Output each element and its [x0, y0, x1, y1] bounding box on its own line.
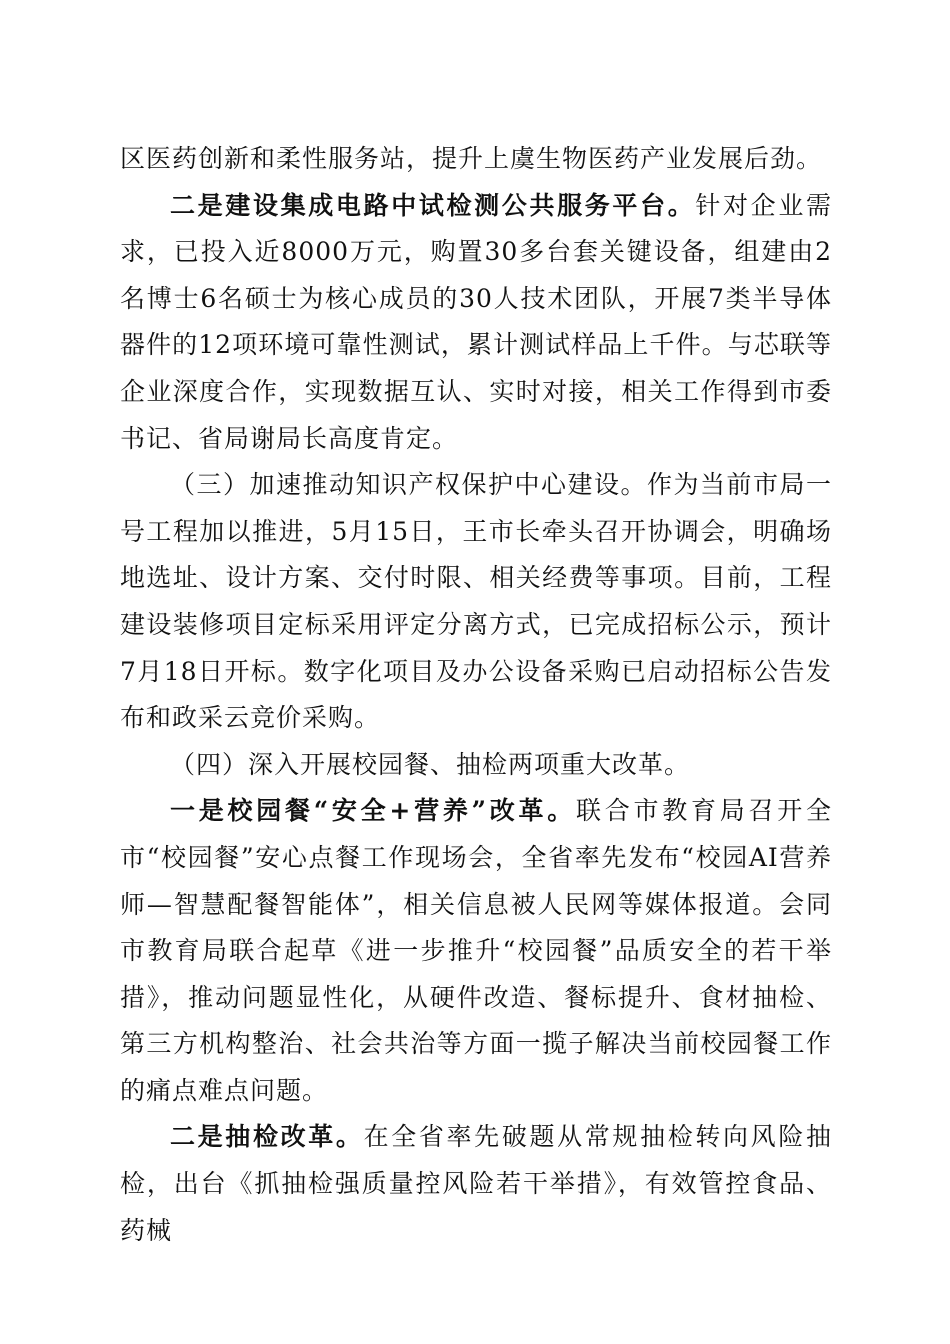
- section-heading-four: [120, 742, 832, 789]
- paragraph-text: 在全省率先破题从常规抽检转向风险抽检，出台《抓抽检强质量控风险若干举措》，有效管控食品、药械: [120, 1122, 832, 1245]
- paragraph-continuation: [120, 136, 832, 183]
- paragraph-lead: 二是建设集成电路中试检测公共服务平台。: [170, 190, 696, 220]
- paragraph-text: 联合市教育局召开全市“校园餐”安心点餐工作现场会，全省率先发布“校园AI营养师—智慧配餐智能体”，相关信息被人民网等媒体报道。会同市教育局联合起草《进一步推升“校园餐”品质安全的若干举措》，推动问题显性化，从硬件改造、餐标提升、食材抽检、第三方机构整治、社会共治等方面一揽子解决当前校园餐工作的痛点难点问题。: [120, 796, 832, 1105]
- paragraph-lead: 一是校园餐“安全+营养”改革。: [170, 796, 576, 826]
- section-heading-three: [120, 462, 832, 742]
- paragraph-lead: 二是抽检改革。: [170, 1122, 364, 1152]
- paragraph-text: 区医药创新和柔性服务站，提升上虞生物医药产业发展后劲。: [120, 144, 823, 173]
- document-body: [120, 136, 832, 1254]
- paragraph-text: 针对企业需求，已投入近8000万元，购置30多台套关键设备，组建由2名博士6名硕士为核心成员的30人技术团队，开展7类半导体器件的12项环境可靠性测试，累计测试样品上千件。与芯联等企业深度合作，实现数据互认、实时对接，相关工作得到市委书记、省局谢局长高度肯定。: [120, 190, 832, 453]
- paragraph-inspection-reform: [120, 1114, 832, 1254]
- paragraph-school-meal-reform: [120, 788, 832, 1114]
- paragraph-text: （三）加速推动知识产权保护中心建设。作为当前市局一号工程加以推进，5月15日，王市长牵头召开协调会，明确场地选址、设计方案、交付时限、相关经费等事项。目前，工程建设装修项目定标采用评定分离方式，已完成招标公示，预计7月18日开标。数字化项目及办公设备采购已启动招标公告发布和政采云竞价采购。: [120, 470, 832, 733]
- paragraph-text: （四）深入开展校园餐、抽检两项重大改革。: [170, 749, 691, 779]
- paragraph-ic-platform: [120, 183, 832, 463]
